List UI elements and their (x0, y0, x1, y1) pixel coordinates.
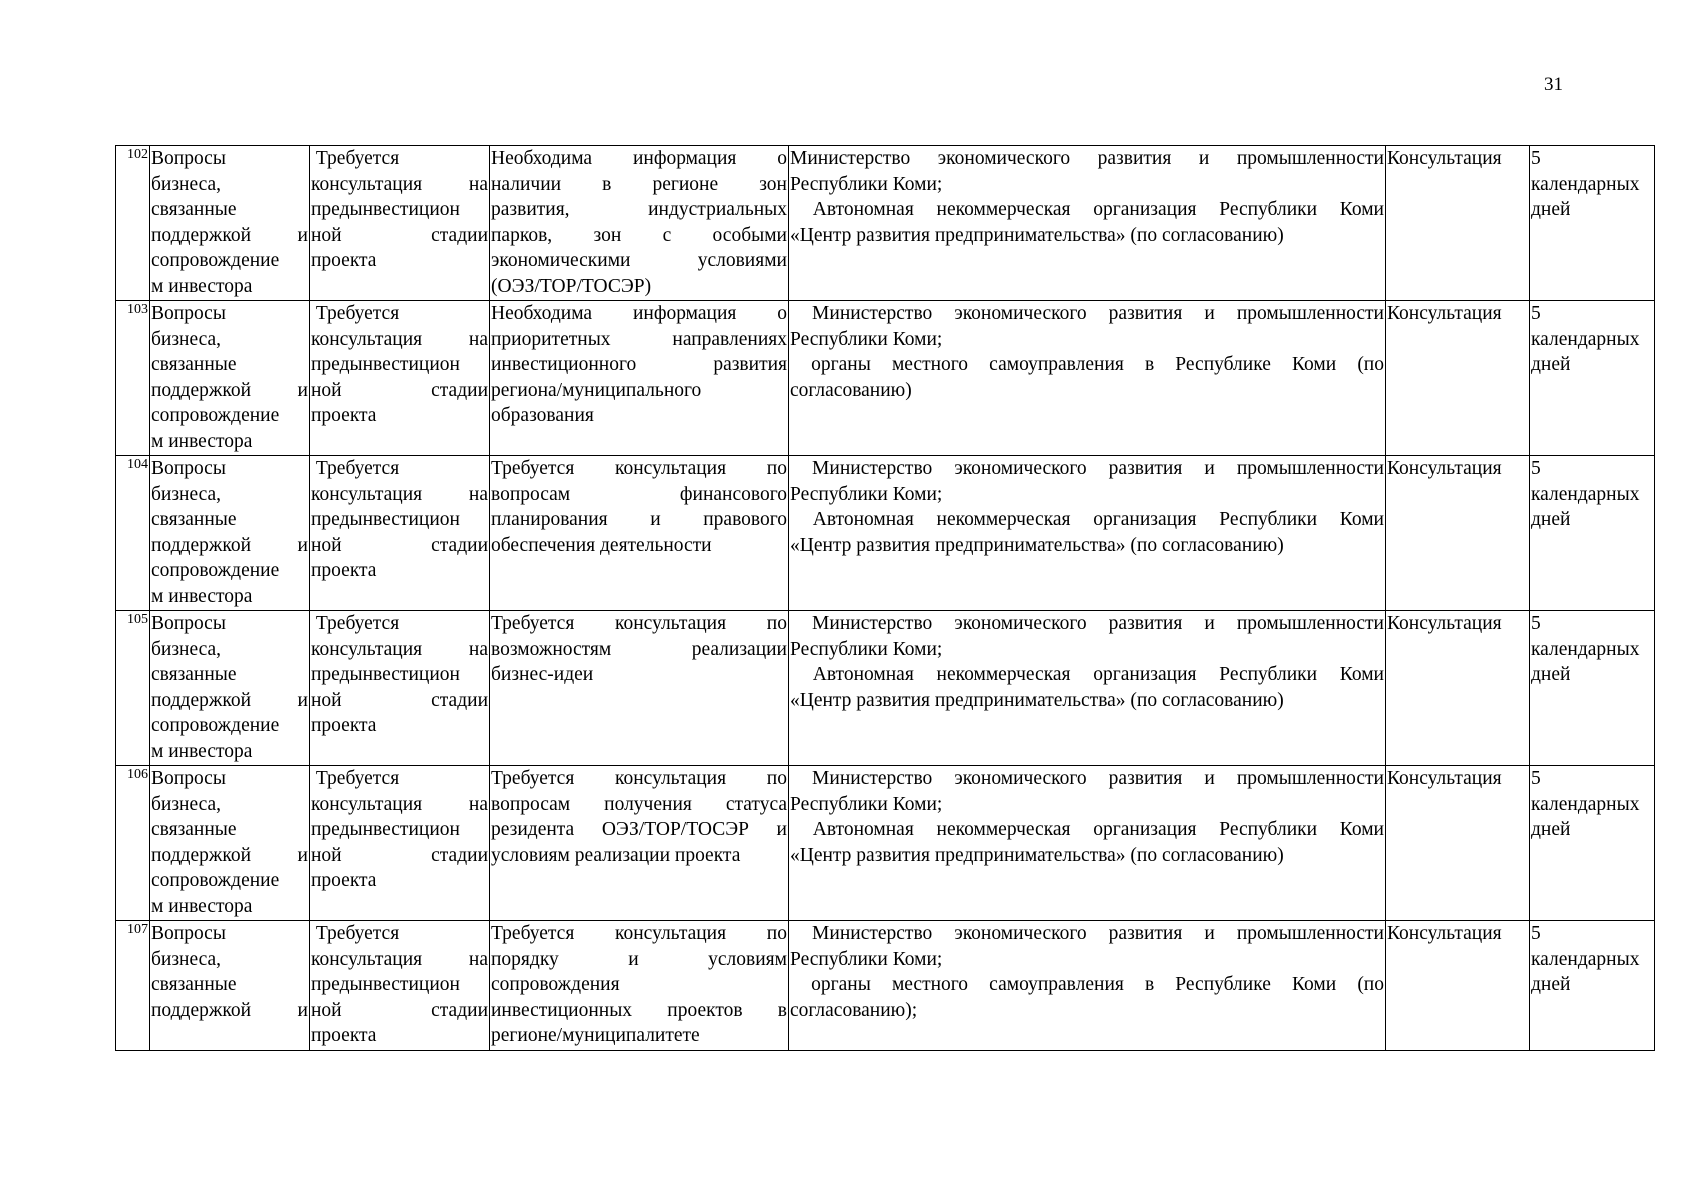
need-line: региона/муниципального (491, 379, 702, 401)
topic-line: бизнеса, (151, 638, 222, 660)
need-line: (ОЭЗ/ТОР/ТОСЭР) (491, 275, 652, 297)
need-line: порядку и условиям (491, 948, 787, 970)
org-line: «Центр развития предпринимательства» (по согласованию) (790, 534, 1284, 556)
cell-form: Консультация (1386, 921, 1530, 1051)
stage-line: консультация на (311, 483, 488, 505)
need-line: регионе/муниципалитете (491, 1025, 700, 1046)
topic-line: сопровождение (151, 560, 280, 581)
row-number: 104 (116, 456, 150, 611)
stage-line: Требуется (311, 458, 400, 479)
stage-line: Требуется (311, 613, 400, 634)
table-row (116, 611, 1655, 766)
term-line: дней (1531, 974, 1571, 995)
term-line: календарных (1531, 483, 1640, 505)
org-line: Республики Коми; (790, 173, 943, 195)
cell-form: Консультация (1386, 456, 1530, 611)
row-number: 106 (116, 766, 150, 921)
cell-form: Консультация (1386, 146, 1530, 301)
term-line: календарных (1531, 328, 1640, 350)
topic-line: поддержкой и (151, 999, 308, 1021)
need-line: образования (491, 405, 594, 426)
stage-line: предынвестицион (311, 354, 460, 375)
topic-line: сопровождение (151, 870, 280, 891)
topic-line: поддержкой и (151, 379, 308, 401)
cell-term (1530, 456, 1655, 611)
org-line: «Центр развития предпринимательства» (по согласованию) (790, 844, 1284, 866)
topic-line: связанные (151, 664, 237, 685)
term-line: дней (1531, 664, 1571, 685)
need-line: возможностям реализации (491, 638, 787, 660)
stage-line: ной стадии (311, 534, 488, 556)
services-table (115, 145, 1655, 1051)
topic-line: связанные (151, 509, 237, 530)
term-line: 5 (1531, 458, 1541, 479)
topic-line: сопровождение (151, 405, 280, 426)
topic-line: м инвестора (151, 430, 253, 452)
row-number: 102 (116, 146, 150, 301)
stage-line: ной стадии (311, 689, 488, 711)
stage-line: предынвестицион (311, 664, 460, 685)
topic-line: Вопросы (151, 458, 226, 479)
term-line: календарных (1531, 793, 1640, 815)
org-line: органы местного самоуправления в Республике Коми (по (790, 354, 1384, 375)
need-line: обеспечения деятельности (491, 534, 712, 556)
term-line: календарных (1531, 638, 1640, 660)
need-line: инвестиционного развития (491, 354, 787, 375)
stage-line: Требуется (311, 148, 400, 169)
topic-line: Вопросы (151, 923, 226, 944)
stage-line: предынвестицион (311, 974, 460, 995)
stage-line: проекта (311, 870, 377, 891)
stage-line: проекта (311, 1025, 377, 1046)
cell-org (789, 921, 1386, 1051)
need-line: резидента ОЭЗ/ТОР/ТОСЭР и (491, 819, 787, 840)
cell-need (490, 301, 789, 456)
cell-form: Консультация (1386, 611, 1530, 766)
topic-line: бизнеса, (151, 328, 222, 350)
term-line: календарных (1531, 173, 1640, 195)
stage-line: Требуется (311, 768, 400, 789)
term-line: 5 (1531, 768, 1541, 789)
stage-line: консультация на (311, 793, 488, 815)
term-line: 5 (1531, 923, 1541, 944)
cell-stage (310, 456, 490, 611)
need-line: бизнес-идеи (491, 664, 594, 685)
cell-need (490, 146, 789, 301)
cell-topic (150, 146, 310, 301)
org-line: Республики Коми; (790, 638, 943, 660)
org-line: Министерство экономического развития и промышленности (790, 303, 1384, 324)
table-row (116, 146, 1655, 301)
cell-form: Консультация (1386, 766, 1530, 921)
org-line: Автономная некоммерческая организация Республики Коми (790, 664, 1384, 685)
topic-line: бизнеса, (151, 793, 222, 815)
need-line: инвестиционных проектов в (491, 999, 787, 1021)
cell-org (789, 766, 1386, 921)
term-line: дней (1531, 354, 1571, 375)
org-line: Автономная некоммерческая организация Республики Коми (790, 819, 1384, 840)
topic-line: сопровождение (151, 250, 280, 271)
topic-line: м инвестора (151, 740, 253, 762)
term-line: 5 (1531, 303, 1541, 324)
cell-stage (310, 921, 490, 1051)
cell-stage (310, 146, 490, 301)
cell-topic (150, 301, 310, 456)
stage-line: проекта (311, 250, 377, 271)
stage-line: Требуется (311, 923, 400, 944)
org-line: Министерство экономического развития и промышленности (790, 148, 1384, 169)
stage-line: ной стадии (311, 844, 488, 866)
topic-line: сопровождение (151, 715, 280, 736)
cell-topic (150, 456, 310, 611)
cell-org (789, 146, 1386, 301)
term-line: 5 (1531, 148, 1541, 169)
stage-line: предынвестицион (311, 199, 460, 220)
stage-line: ной стадии (311, 379, 488, 401)
need-line: вопросам получения статуса (491, 793, 787, 815)
topic-line: м инвестора (151, 275, 253, 297)
cell-stage (310, 301, 490, 456)
cell-term (1530, 146, 1655, 301)
stage-line: ной стадии (311, 999, 488, 1021)
row-number: 107 (116, 921, 150, 1051)
cell-term (1530, 611, 1655, 766)
stage-line: проекта (311, 405, 377, 426)
need-line: развития, индустриальных (491, 199, 787, 220)
topic-line: связанные (151, 354, 237, 375)
topic-line: поддержкой и (151, 689, 308, 711)
topic-line: связанные (151, 199, 237, 220)
topic-line: Вопросы (151, 148, 226, 169)
cell-form: Консультация (1386, 301, 1530, 456)
table-body (116, 146, 1655, 1051)
need-line: планирования и правового (491, 509, 787, 530)
stage-line: предынвестицион (311, 819, 460, 840)
need-line: вопросам финансового (491, 483, 787, 505)
need-line: Требуется консультация по (491, 923, 787, 944)
cell-org (789, 301, 1386, 456)
org-line: Министерство экономического развития и промышленности (790, 768, 1384, 789)
org-line: Автономная некоммерческая организация Республики Коми (790, 509, 1384, 530)
row-number: 105 (116, 611, 150, 766)
cell-topic (150, 921, 310, 1051)
topic-line: поддержкой и (151, 844, 308, 866)
need-line: условиям реализации проекта (491, 844, 741, 866)
org-line: Министерство экономического развития и промышленности (790, 458, 1384, 479)
cell-term (1530, 766, 1655, 921)
topic-line: бизнеса, (151, 948, 222, 970)
term-line: календарных (1531, 948, 1640, 970)
term-line: дней (1531, 509, 1571, 530)
stage-line: Требуется (311, 303, 400, 324)
need-line: Требуется консультация по (491, 613, 787, 634)
org-line: Республики Коми; (790, 948, 943, 970)
org-line: органы местного самоуправления в Республике Коми (по (790, 974, 1384, 995)
term-line: дней (1531, 819, 1571, 840)
need-line: Требуется консультация по (491, 768, 787, 789)
term-line: 5 (1531, 613, 1541, 634)
topic-line: Вопросы (151, 613, 226, 634)
topic-line: поддержкой и (151, 224, 308, 246)
stage-line: проекта (311, 560, 377, 581)
org-line: Министерство экономического развития и промышленности (790, 613, 1384, 634)
need-line: Необходима информация о (491, 303, 787, 324)
cell-need (490, 766, 789, 921)
stage-line: предынвестицион (311, 509, 460, 530)
cell-topic (150, 611, 310, 766)
cell-stage (310, 766, 490, 921)
org-line: согласованию); (790, 999, 918, 1021)
need-line: парков, зон с особыми (491, 224, 787, 246)
org-line: Автономная некоммерческая организация Республики Коми (790, 199, 1384, 220)
stage-line: консультация на (311, 328, 488, 350)
need-line: сопровождения (491, 974, 620, 995)
need-line: приоритетных направлениях (491, 328, 787, 350)
org-line: Республики Коми; (790, 793, 943, 815)
org-line: Министерство экономического развития и промышленности (790, 923, 1384, 944)
stage-line: консультация на (311, 948, 488, 970)
table-row (116, 921, 1655, 1051)
need-line: Требуется консультация по (491, 458, 787, 479)
topic-line: бизнеса, (151, 173, 222, 195)
topic-line: м инвестора (151, 585, 253, 607)
cell-org (789, 611, 1386, 766)
stage-line: консультация на (311, 638, 488, 660)
cell-org (789, 456, 1386, 611)
stage-line: консультация на (311, 173, 488, 195)
org-line: Республики Коми; (790, 483, 943, 505)
page-number: 31 (1544, 74, 1563, 95)
cell-topic (150, 766, 310, 921)
cell-need (490, 456, 789, 611)
org-line: «Центр развития предпринимательства» (по согласованию) (790, 689, 1284, 711)
cell-need (490, 921, 789, 1051)
need-line: Необходима информация о (491, 148, 787, 169)
org-line: Республики Коми; (790, 328, 943, 350)
table-row (116, 301, 1655, 456)
table-row (116, 766, 1655, 921)
table-row (116, 456, 1655, 611)
stage-line: ной стадии (311, 224, 488, 246)
topic-line: м инвестора (151, 895, 253, 917)
need-line: экономическими условиями (491, 250, 787, 271)
cell-term (1530, 921, 1655, 1051)
org-line: «Центр развития предпринимательства» (по согласованию) (790, 224, 1284, 246)
cell-need (490, 611, 789, 766)
topic-line: Вопросы (151, 303, 226, 324)
stage-line: проекта (311, 715, 377, 736)
cell-stage (310, 611, 490, 766)
topic-line: связанные (151, 819, 237, 840)
topic-line: связанные (151, 974, 237, 995)
row-number: 103 (116, 301, 150, 456)
org-line: согласованию) (790, 379, 912, 401)
need-line: наличии в регионе зон (491, 173, 787, 195)
term-line: дней (1531, 199, 1571, 220)
topic-line: поддержкой и (151, 534, 308, 556)
topic-line: бизнеса, (151, 483, 222, 505)
cell-term (1530, 301, 1655, 456)
topic-line: Вопросы (151, 768, 226, 789)
